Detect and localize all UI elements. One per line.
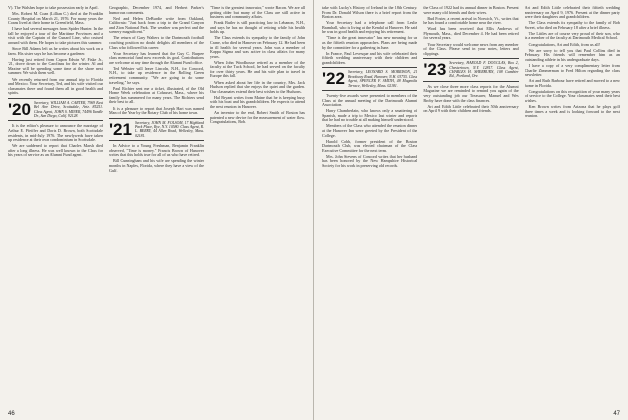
- paragraph: Members of the Class who attended the reunion dinner at the Hanover Inn were greeted by the President of the College.: [322, 123, 418, 138]
- left-column-2: [109, 6, 204, 406]
- class-year: '22: [322, 69, 345, 89]
- left-column-1: [8, 6, 103, 406]
- paragraph: the Class of 1922 had its annual dinner in Boston. Present were many old friends and their wives.: [423, 6, 519, 15]
- paragraph: Art and Ruth Barbour have retired and moved to a new home in Florida.: [524, 78, 620, 88]
- paragraph: It is a pleasure to report that Joseph Hart was named Man of the Year by the Rotary Club of his home town.: [109, 105, 204, 116]
- page-number: 47: [613, 411, 620, 417]
- paragraph: Paul Richter sent me a ticket, illustrated, of the Old Home Week celebration at Cohasset, Mass., where his family has summered for many years. The Richters send their best to all.: [109, 85, 204, 105]
- paragraph: It is the editor's pleasure to announce the marriage of Arthur E. Pfeiffer and Doris D. Brown, both Scottsdale residents, in mid-July 1976. The newlyweds have taken up residence at their own condominium in Scottsdale.: [8, 123, 103, 143]
- paragraph: Your Secretary would welcome news from any member of the Class. Please send in your notes, letters and clippings.: [423, 41, 519, 56]
- paragraph: Harry Chamberlain, who knows only a smattering of Spanish, made a trip to Mexico last winter and reports that he had no trouble at all making himself understood.: [322, 108, 418, 123]
- paragraph: "Time is the great innovator" has new meaning for us as the fiftieth reunion approaches. Plans are being made by the committee for a gathering in June.: [322, 35, 418, 50]
- class-heading-box: [8, 98, 103, 122]
- paragraph: We are sorry to tell you that Paul Collins died in February. His friends will remember him as an outstanding athlete in his undergraduate days.: [524, 47, 620, 62]
- paragraph: Art and Edith Little celebrated their 50th anniversary on April 9 with their children and friends.: [423, 103, 519, 114]
- paragraph: The Class extends its sympathy to the family of Bob Sweet, who died on February 18 after a brief illness.: [524, 20, 620, 30]
- paragraph: Ned and Helen DeBurdie write from Oakland, California: "Just back from a trip to the Grand Canyon and Zion National Park. The weather was perfect and the scenery magnificent.": [109, 15, 204, 35]
- paragraph: I have a copy of a very complimentary letter from Charlie Zimmerman to Fred Hilton regarding the class newsletter.: [524, 62, 620, 78]
- paragraph: Geographic, December 1974, and Herbert Parker's humorous comments.: [109, 6, 204, 15]
- paragraph: Bud Foster, a recent arrival in Norwich, Vt., writes that he has found a comfortable home near the river.: [423, 15, 519, 26]
- paragraph: In Advice to a Young Freshman, Benjamin Franklin observed, "Time is money." Francis Brown of Hanover writes that this holds true for all of us who have retired.: [109, 143, 204, 158]
- paragraph: An inventor to the end, Robert Smith of Boston has patented a new device for the measurement of water flow. Congratulations, Bob.: [210, 110, 305, 125]
- paragraph: We are saddened to report that Charles Marsh died after a long illness. He was well known to the Class for his years of service as an Alumni Fund agent.: [8, 143, 103, 158]
- paragraph: Congratulations, Art and Edith, from us all!: [528, 41, 601, 47]
- paragraph: Hal Bryant writes from Maine that he is keeping busy with his boat and his grandchildren. He expects to attend the next reunion in Hanover.: [210, 94, 305, 109]
- paragraph: When asked about her life in the country, Mrs. Jack Hudson replied that she enjoys the quiet and the garden. Our classmates extend their best wishes to the Hudsons.: [210, 79, 305, 94]
- right-page: [314, 0, 628, 420]
- paragraph: V). The Walshes hope to take possession early in April.: [8, 6, 99, 10]
- right-column-3: [525, 6, 620, 406]
- paragraph: Having just retired from Capon Edwin W. Fiske Jr., '21, drove down to the Carolinas for the winter. Al and Maxine will be spending some time at the shore next summer. We wish them well.: [8, 56, 103, 76]
- paragraph: Frank Butler is still practicing law in Lebanon, N.H., and says he has no thought of retiring while his health holds up.: [210, 20, 305, 35]
- right-column-2: [423, 6, 518, 406]
- paragraph: Mrs. Robert M. Coan (Lillian C.) died at the Franklin County Hospital on March 21, 1976. For many years the Coans lived at their home in Greenfield, Mass.: [8, 11, 103, 26]
- class-year: '23: [423, 60, 447, 80]
- class-officers: Secretary, HAROLD F. DOUGLAS, Box 2, Chestertown, N.Y. 12817. Class Agent, CHARLES H. SHERBURN, 108 Gambier Rd., Portland, Ore.: [449, 61, 519, 79]
- class-heading-box: [109, 118, 204, 142]
- class-heading-box: [322, 67, 417, 91]
- paragraph: Word has been received that Ellis Andrews of Plymouth, Mass., died December 4. He had been retired for several years.: [423, 26, 519, 41]
- paragraph: Your Secretary has learned that the Guy C. Burpee class memorial fund now exceeds its goal. Contributions are welcome at any time through the Alumni Fund office.: [109, 50, 204, 65]
- left-column-3: [210, 6, 305, 406]
- paragraph: The Class extends its sympathy to the family of John Crane, who died in Hanover on February 12. He had been in ill health for several years. John was a member of Kappa Sigma and was active in class affairs for many years.: [210, 35, 305, 59]
- class-officers: Secretary, WILLIAM A. CARTER, 7969 East Bel Aire Drive, Scottsdale, Ariz. 85251. Class Agent, JOHN S. MINER, 74496 Yandle Dr., San Diego, Calif. 92128.: [33, 100, 103, 119]
- paragraph: take with Lucky's History of Ireland in the 18th Century. From Dr. Donald Wilson there is a brief report from the Boston area.: [322, 6, 418, 20]
- paragraph: Twenty-five awards were presented to members of the Class at the annual meeting of the Dartmouth Alumni Association.: [322, 92, 418, 108]
- paragraph: We recently returned from our annual trip to Florida and Mexico. Your Secretary, Ted, and his wife visited our classmates there and found them all in good health and spirits.: [8, 76, 103, 96]
- paragraph: Ted Webster will leave Lincoln, N.H., for Concord, N.H., to take up residence in the Rolling Green retirement community. "We are going to do some traveling," he says.: [109, 65, 204, 85]
- paragraph: Mrs. John Stevens of Concord writes that her husband has been honored by the New Hampshire Historical Society for his work in preserving old records.: [322, 153, 418, 168]
- paragraph: Since Bill Adams left us he writes about his work on a farm. His sister says he has become a gardener.: [8, 46, 103, 56]
- paragraph: As we close three more class reports for the Alumni Magazine we are reminded to remind you again of the very outstanding job our Treasurer, Manuel and Wes Broby have done with the class finances.: [423, 83, 519, 103]
- paragraph: Harold Cobb, former president of the Boston Dartmouth Club, was elected chairman of the Class Executive Committee for the next term.: [322, 138, 418, 153]
- right-column-1: [322, 6, 417, 406]
- class-year: '20: [8, 99, 31, 119]
- paragraph: Ken Brown writes from Arizona that he plays golf three times a week and is looking forward to the next reunion.: [524, 104, 620, 119]
- class-officers: Secretary, JOHN M. FOLSOM, 17 Highland Park Place, Rye, N.Y. 10580. Class Agent, R. L. BERRY, 44 Allen Road, Wellesley, Mass. 02181.: [134, 120, 204, 138]
- paragraph: Bill Cunningham and his wife are spending the winter months in Naples, Florida, where they have a view of the Gulf.: [109, 158, 204, 173]
- paragraph: "Time is the greatest innovator," wrote Bacon. We are all getting older but many of the Class are still active in business and community affairs.: [210, 6, 305, 20]
- paragraph: The Littles are of course very proud of their son, who is a member of the faculty at Dartmouth Medical School.: [524, 30, 620, 41]
- paragraph: Congratulations on this recognition of your many years of service to the College. Your classmates send their best wishes.: [524, 88, 620, 103]
- class-heading-box: [423, 58, 518, 82]
- right-columns: [322, 6, 620, 406]
- page-number: 46: [8, 411, 15, 417]
- paragraph: When John Woodhouse retired as a member of the faculty at the Tuck School, he had served on the faculty for over thirty years. He and his wife plan to travel in Europe this fall.: [210, 59, 305, 79]
- paragraph: Your Secretary had a telephone call from Leslie Bramhall, who is living at the Kendal at Hanover. He said he was in good health and enjoying his retirement.: [322, 20, 418, 35]
- class-officers: Secretary, LEONARD S. MORRISON, 21 Brookway Road, Hanover, N.H. 03755. Class Agent, SPENCER F. SMITH, 48 Magnolia Terrace, Wellesley, Mass. 02181.: [347, 70, 418, 88]
- paragraph: Art and Edith Little celebrated their fiftieth wedding anniversary on April 9, 1976. Present at the dinner party were their daughters and grandchildren.: [524, 6, 620, 20]
- paragraph: In France, Paul Levesque and his wife celebrated their fiftieth wedding anniversary with their children and grandchildren.: [322, 50, 418, 65]
- paragraph: The return of Gary Walters to the Dartmouth football coaching position no doubt delights all members of the Class who followed his career.: [109, 35, 204, 50]
- paragraph: I have had several messages from Spider Hunter. In the fall he enjoyed a tour of the Maritime Provinces and a visit with the Captain of the Cunard Line, who cruised around with them. He hopes to take pictures this summer.: [8, 26, 103, 46]
- left-columns: [8, 6, 305, 406]
- class-year: '21: [109, 119, 132, 139]
